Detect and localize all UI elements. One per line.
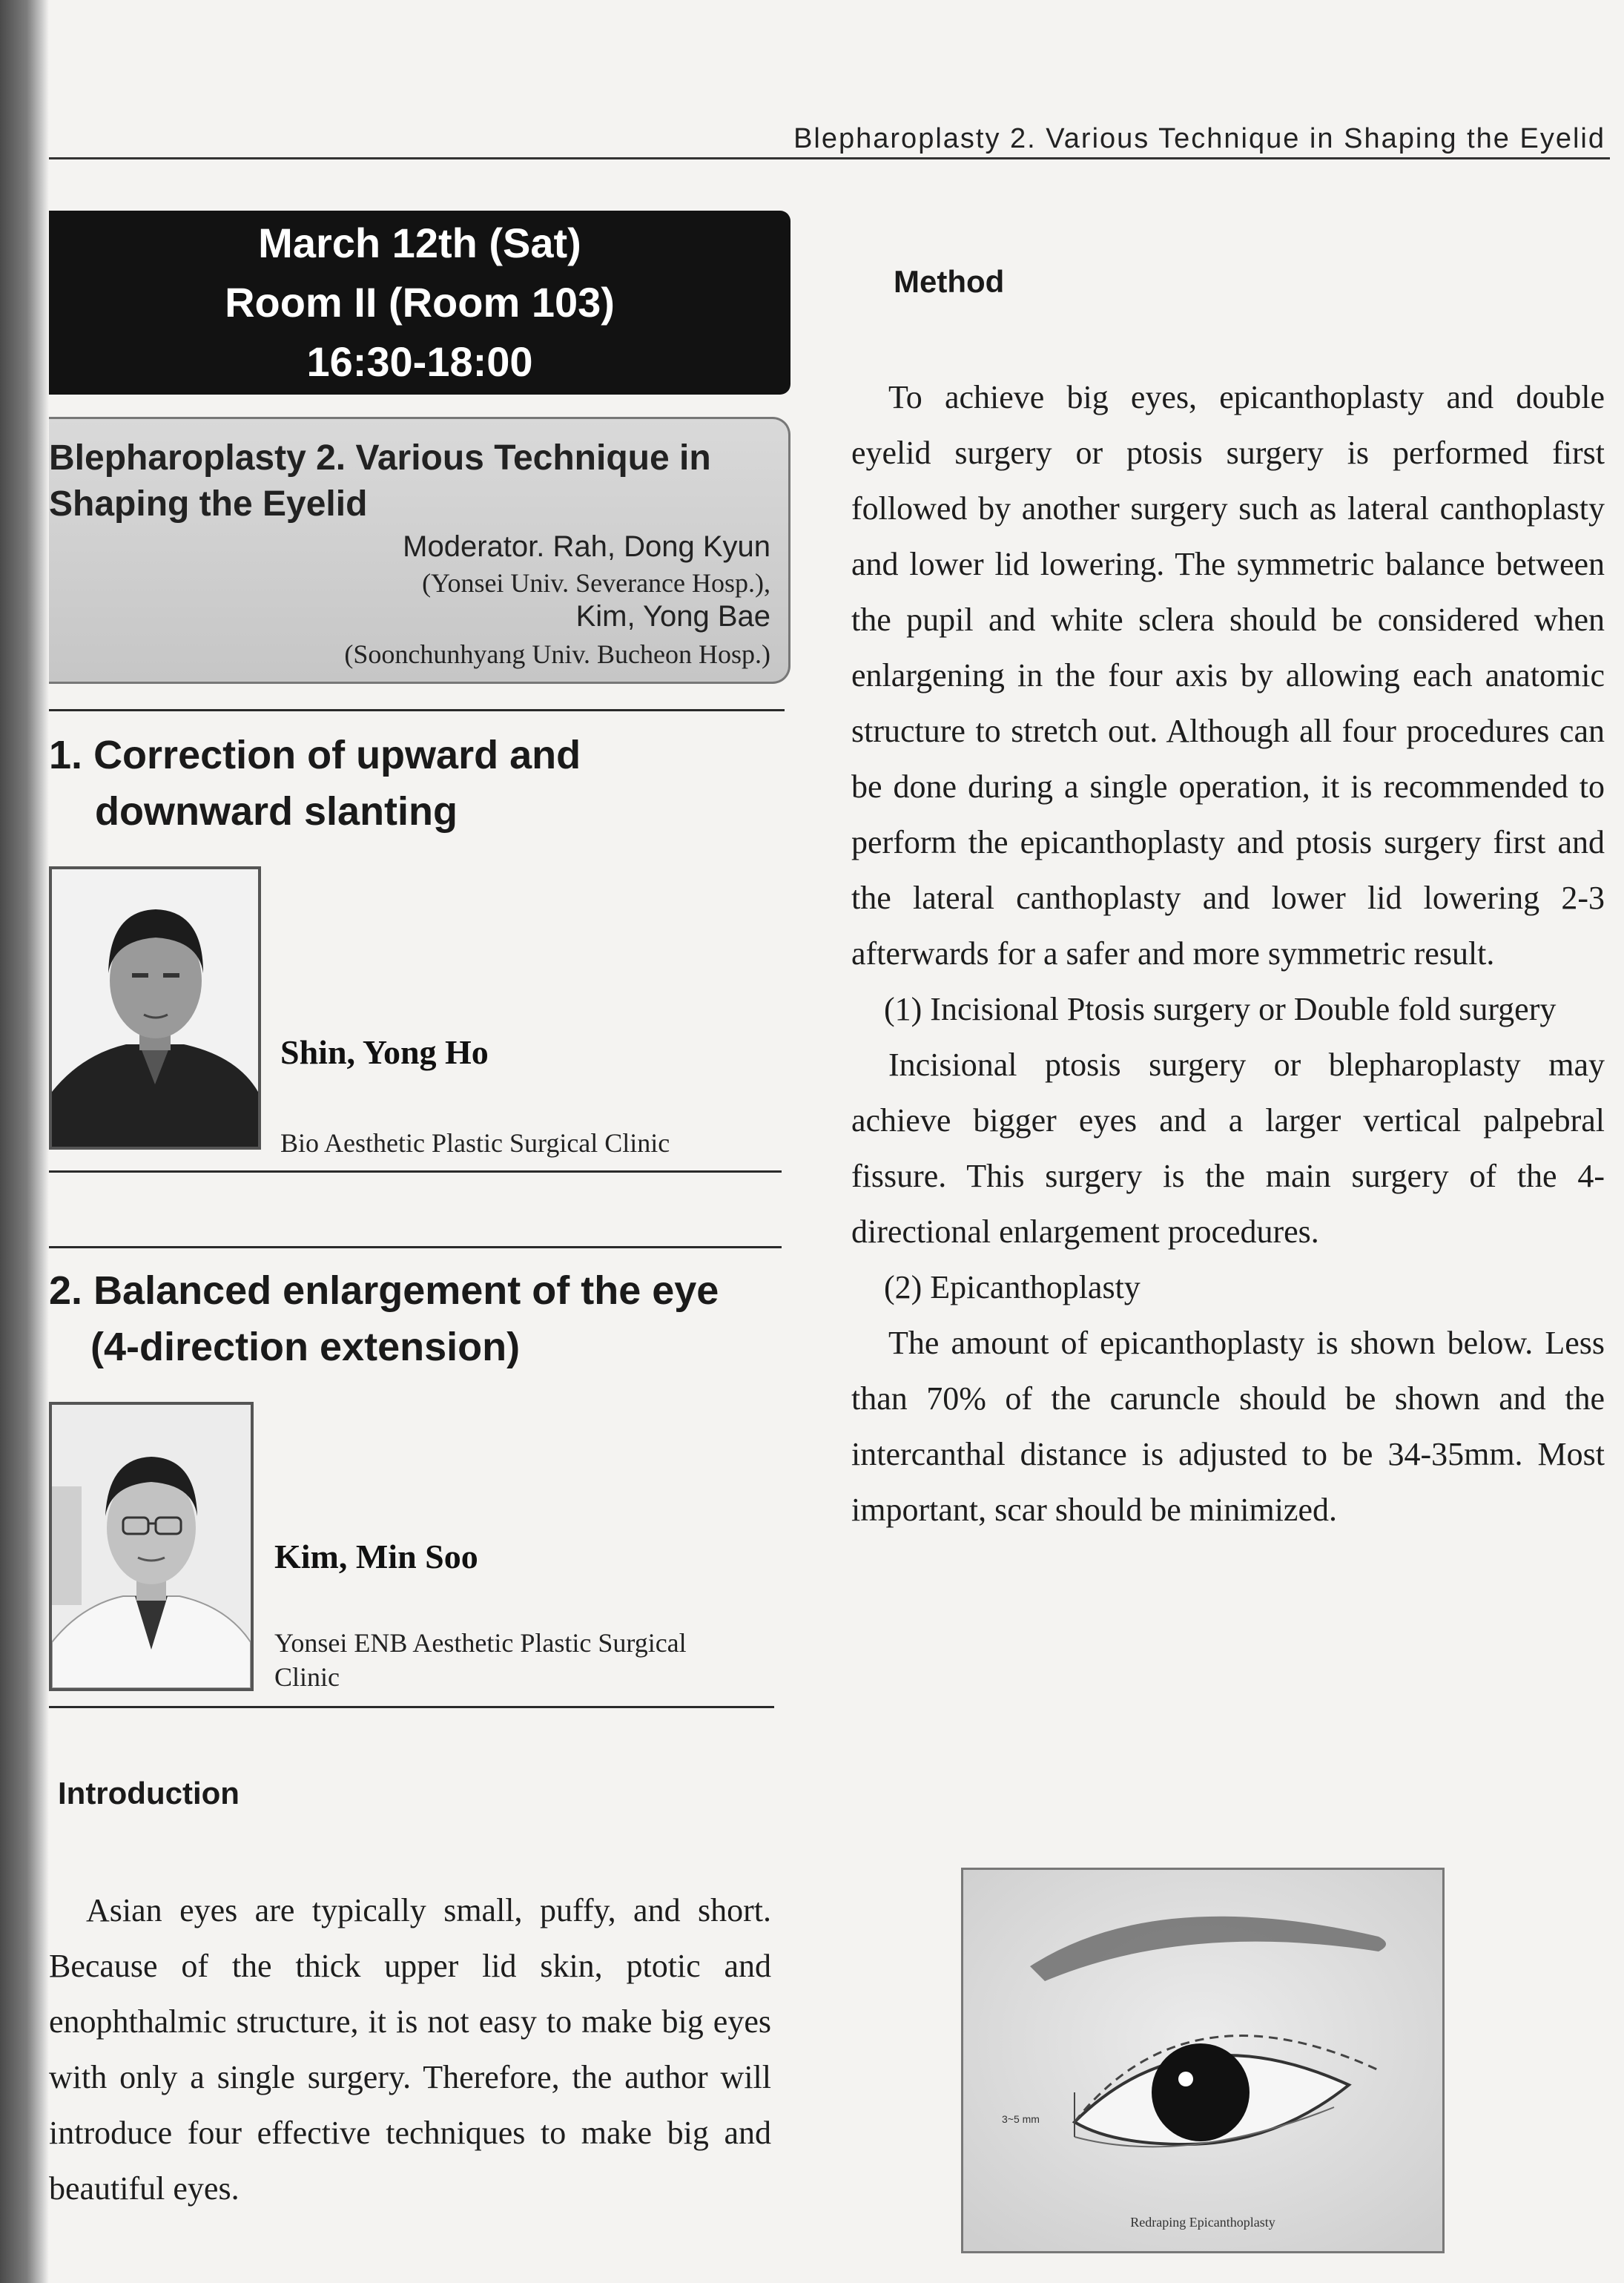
session-date: March 12th (Sat) (258, 220, 581, 266)
section-2-number: 2. (49, 1268, 83, 1313)
method-text (851, 369, 1605, 1538)
section-1-top-rule (49, 709, 785, 711)
method-paragraph-2: Incisional ptosis surgery or blepharoplasty may achieve bigger eyes and a larger vertical palpebral fissure. This surgery is the main surgery of the 4-directional enlargement procedures. (851, 1047, 1605, 1250)
speaker-2-name: Kim, Min Soo (274, 1538, 478, 1575)
topic-title (49, 435, 761, 527)
eye-diagram-icon (963, 1870, 1442, 2251)
method-paragraph-1: To achieve big eyes, epicanthoplasty and double eyelid surgery or ptosis surgery is performed first followed by another surgery such as lateral canthoplasty and lower lid lowering. The symmetric balance between the pupil and white sclera should be considered when enlargening in the four axis by allowing each anatomic structure to stretch out. Although all four procedures can be done during a single operation, it is recommended to perform the epicanthoplasty and ptosis surgery first and the lateral canthoplasty and lower lid lowering 2-3 afterwards for a safer and more symmetric result. (851, 379, 1605, 972)
speaker-portrait-icon (52, 1405, 251, 1688)
section-1-bottom-rule (49, 1170, 782, 1173)
section-2-top-rule (49, 1246, 782, 1248)
moderator-2-affiliation: (Soonchunhyang Univ. Bucheon Hosp.) (344, 639, 770, 669)
section-2-title-line1: Balanced enlargement of the eye (93, 1268, 719, 1313)
section-1-title-line2: downward slanting (95, 789, 458, 834)
speaker-1-affiliation (280, 1126, 670, 1160)
session-time: 16:30-18:00 (306, 338, 533, 385)
topic-box (49, 417, 790, 684)
epicanthoplasty-figure (961, 1868, 1445, 2253)
section-2-title-line2: (4-direction extension) (90, 1325, 521, 1369)
section-1-title (49, 727, 581, 840)
figure-caption: Redraping Epicanthoplasty (1130, 2215, 1275, 2230)
method-subheading-2: (2) Epicanthoplasty (884, 1269, 1141, 1305)
speaker-1-name: Shin, Yong Ho (280, 1033, 489, 1071)
moderator-2-name: Kim, Yong Bae (575, 600, 770, 633)
speaker-1-affiliation-line1: Bio Aesthetic Plastic Surgical Clinic (280, 1128, 670, 1158)
moderator-1-affiliation: (Yonsei Univ. Severance Hosp.), (422, 568, 770, 598)
moderator-1-name: Moderator. Rah, Dong Kyun (403, 530, 770, 563)
section-1-title-line1: Correction of upward and (93, 733, 581, 777)
speaker-2-affiliation-line2: Clinic (274, 1662, 340, 1692)
header-rule (49, 157, 1610, 159)
method-heading: Method (894, 264, 1005, 299)
topic-title-line1: Blepharoplasty 2. Various Technique in (49, 438, 711, 478)
session-room: Room II (Room 103) (225, 279, 615, 326)
section-1-number: 1. (49, 733, 83, 777)
speaker-2-photo (49, 1402, 254, 1691)
speaker-2-affiliation-line1: Yonsei ENB Aesthetic Plastic Surgical (274, 1628, 687, 1658)
introduction-paragraph: Asian eyes are typically small, puffy, and short. Because of the thick upper lid skin, ptotic and enophthalmic structure, it is not easy to make big eyes with only a single surgery. Therefore, the author will introduce four effective techniques to make big and beautiful eyes. (49, 1892, 771, 2207)
book-binding-shadow (0, 0, 49, 2283)
method-paragraph-3: The amount of epicanthoplasty is shown below. Less than 70% of the caruncle should be shown and the intercanthal distance is adjusted to be 34-35mm. Most important, scar should be minimized. (851, 1325, 1605, 1528)
method-subheading-1: (1) Incisional Ptosis surgery or Double fold surgery (884, 991, 1557, 1027)
section-2-bottom-rule (49, 1706, 774, 1708)
speaker-2-affiliation (274, 1626, 687, 1694)
introduction-heading: Introduction (58, 1776, 240, 1811)
section-2-title (49, 1262, 719, 1375)
introduction-text (49, 1882, 771, 2216)
figure-measurement-label: 3~5 mm (1002, 2113, 1040, 2125)
topic-title-line2: Shaping the Eyelid (49, 484, 368, 524)
session-info-box (49, 211, 790, 395)
speaker-1-photo (49, 866, 261, 1150)
running-header: Blepharoplasty 2. Various Technique in Shaping the Eyelid (793, 123, 1605, 154)
speaker-portrait-icon (52, 869, 258, 1147)
